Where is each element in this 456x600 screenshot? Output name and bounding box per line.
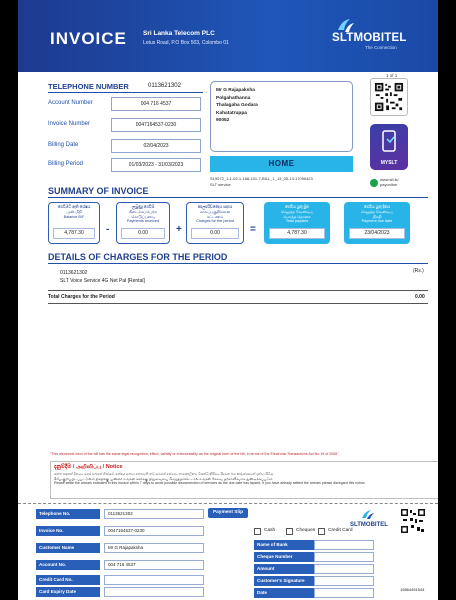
notice-english: Please settle the arrears indicated in this invoice within 7 days to avoid possible disconnection of services as the due date has lapsed. If you have already settled the arrears please disregard this notice.	[54, 481, 366, 486]
slip-card-value[interactable]	[104, 575, 204, 585]
service-type-badge: HOME	[210, 156, 353, 172]
amount-field[interactable]	[314, 564, 374, 574]
summary-card-total	[264, 202, 330, 244]
signature-field[interactable]	[314, 576, 374, 586]
tear-line	[18, 503, 438, 504]
billing-period-label: Billing Period	[48, 161, 84, 167]
slip-brand-logo	[344, 508, 394, 541]
cash-checkbox[interactable]	[254, 528, 261, 535]
divider	[48, 303, 428, 304]
cheques-checkbox[interactable]	[286, 528, 293, 535]
customer-address	[210, 81, 353, 152]
summary-card-header: කාලපරිච්ඡේදය සඳහා காலப்பகுதிக்கான கட்டணம் Charges for the period	[196, 205, 234, 224]
notice-sinhala: පහත සඳහන් දිනයට පෙර ඔබගේ ගිණුමේ ශේෂය ගෙවා නොමැති නම් ඔබගේ සේවාව තාවකාලිකව විසන්ධි කිරීමට සිදුවන බව කරුණාවෙන් දන්වා සිටිමු.	[54, 472, 275, 476]
pay-online-url: www.slt.lk/	[380, 177, 399, 182]
billing-period-value: 01/03/2023 - 31/03/2023	[111, 158, 201, 172]
divider	[48, 92, 203, 93]
slip-telephone-value: 0113621302	[104, 509, 204, 519]
divider	[48, 263, 428, 264]
summary-card-value: 4,787.30	[269, 228, 325, 239]
page-indicator: 1 of 1	[386, 73, 398, 78]
bank-name-field[interactable]	[314, 540, 374, 550]
payment-slip-title: Payment Slip	[208, 508, 248, 518]
company-name: Sri Lanka Telecom PLC	[143, 30, 215, 37]
minus-operator: -	[106, 224, 110, 235]
divider	[48, 197, 428, 198]
notice-tamil: கீழே குறிப்பிடப்பட்டுள்ள திகதிக்கு முன்னர் உங்கள் கணக்கு நிலுவையை செலுத்தாவிட்டால் உங்கள் சேவை தற்காலிகமாக துண்டிக்கப்படும்.	[54, 476, 274, 481]
currency-label: (Rs.)	[413, 268, 424, 274]
slip-telephone-label: Telephone No.	[36, 509, 100, 519]
slip-customer-label: Customer Name	[36, 543, 100, 553]
billing-date-label: Billing Date	[48, 142, 79, 148]
slip-qr-icon	[400, 508, 426, 534]
globe-icon	[370, 179, 378, 187]
reference-service: SLT service	[210, 182, 231, 187]
legal-text: "This electronic form of the bill has the same legal recognition, effect, validity or enforceability as the original form of the bill, in terms of the Electronic Transactions Act No.19 of 2006".	[50, 452, 340, 456]
address-line: Thalagaha Godara	[216, 103, 258, 108]
pay-online-path: payonline	[380, 181, 398, 187]
cheque-number-field[interactable]	[314, 552, 374, 562]
pay-online-link[interactable]	[370, 176, 410, 189]
cash-label: Cash	[264, 528, 276, 533]
brand-tagline: The Connection	[365, 45, 397, 50]
notice-heading: දැනුම්දීම / அறிவிப்பு / Notice	[54, 464, 123, 470]
invoice-title: INVOICE	[50, 29, 127, 48]
total-charges-value: 0.00	[415, 294, 425, 300]
account-number-label: Account Number	[48, 100, 93, 106]
brand-logo-text: SLTMOBITEL	[332, 32, 407, 44]
invoice-page	[18, 0, 438, 600]
slip-customer-value: Mr G Rajapaksha	[104, 543, 204, 553]
myslt-label: MYSLT	[380, 160, 398, 166]
charges-heading: DETAILS OF CHARGES FOR THE PERIOD	[48, 252, 228, 262]
invoice-number-label: Invoice Number	[48, 121, 91, 127]
summary-card-payments	[116, 202, 170, 244]
company-address: Lotus Road, P.O Box 503, Colombo 01	[143, 40, 229, 46]
summary-card-value: 23/04/2023	[349, 228, 405, 239]
cheques-label: Cheques	[296, 528, 316, 533]
total-charges-label: Total Charges for the Period	[48, 294, 115, 300]
slip-account-label: Account No.	[36, 560, 100, 570]
summary-card-header: ගෙවිය යුතු මුළු செலுத்த வேண்டிய மொத்த தொகை Total payable	[280, 205, 314, 224]
qr-code-icon[interactable]	[370, 78, 408, 116]
summary-card-value: 4,787.30	[53, 228, 95, 239]
date-field[interactable]	[314, 588, 374, 598]
slip-invoice-value: 0047164537-0230	[104, 526, 204, 536]
address-line: Kahatatruppa	[216, 110, 247, 116]
pay-online-text	[380, 178, 399, 187]
slt-logo-icon	[344, 508, 394, 536]
invoice-number-value: 0047164537-0230	[111, 118, 201, 132]
divider	[48, 290, 428, 291]
invoice-header	[18, 0, 438, 72]
myslt-app-tile[interactable]	[370, 124, 408, 170]
address-line: Mr G Rajapaksha	[216, 88, 255, 93]
summary-card-header: ගෙවීමට ඇති ශේෂය முன் மீதி Balance B/F	[57, 205, 91, 219]
slip-account-value: 004 716 4537	[104, 560, 204, 570]
address-line: Polgahathanna	[216, 95, 251, 101]
reference-code: S19072_1-1-02-1-168-101-7-BILL_1_13_05-14:17090423	[210, 176, 313, 181]
phone-icon	[379, 130, 399, 152]
bank-name-label: Name of Bank	[254, 540, 314, 550]
slip-card-label: Credit Card No.	[36, 575, 100, 585]
date-label: Date	[254, 588, 314, 598]
summary-card-balance	[48, 202, 100, 244]
summary-card-value: 0.00	[191, 228, 239, 239]
amount-label: Amount	[254, 564, 314, 574]
slip-expiry-value[interactable]	[104, 587, 204, 597]
notice-box	[50, 461, 438, 499]
billing-date-value: 02/04/2023	[111, 139, 201, 153]
summary-card-due-date	[344, 202, 410, 244]
credit-card-label: Credit Card	[328, 528, 353, 533]
slip-number: 19864451544	[400, 587, 425, 592]
summary-card-charges	[186, 202, 244, 244]
summary-heading: SUMMARY OF INVOICE	[48, 186, 149, 196]
plus-operator: +	[176, 224, 182, 235]
account-number-value: 004 716 4537	[111, 97, 201, 111]
slip-logo-text: SLTMOBITEL	[350, 522, 388, 528]
charges-telephone: 0113621302	[60, 270, 88, 276]
address-line: 90052	[216, 118, 230, 123]
cheque-number-label: Cheque Number	[254, 552, 314, 562]
charge-item-desc: SLT Voice Service 4G Net Pal [Rental]	[60, 278, 145, 284]
slip-invoice-label: Invoice No.	[36, 526, 100, 536]
telephone-number: 0113621302	[148, 83, 181, 89]
equals-operator: =	[250, 224, 256, 235]
telephone-heading: TELEPHONE NUMBER	[48, 82, 129, 91]
summary-card-header: ගෙවිය යුතු දිනය செலுத்த வேண்டிய திகதி Payment due date	[360, 205, 394, 224]
credit-card-checkbox[interactable]	[318, 528, 325, 535]
summary-card-value: 0.00	[121, 228, 165, 239]
signature-label: Customer's Signature	[254, 576, 314, 586]
slip-expiry-label: Card Expiry Date	[36, 587, 100, 597]
summary-card-header: ලැබුණු ගෙවීම් கிடைக்கப்பெற்ற கொடுப்பனவு Payments received	[126, 205, 160, 224]
